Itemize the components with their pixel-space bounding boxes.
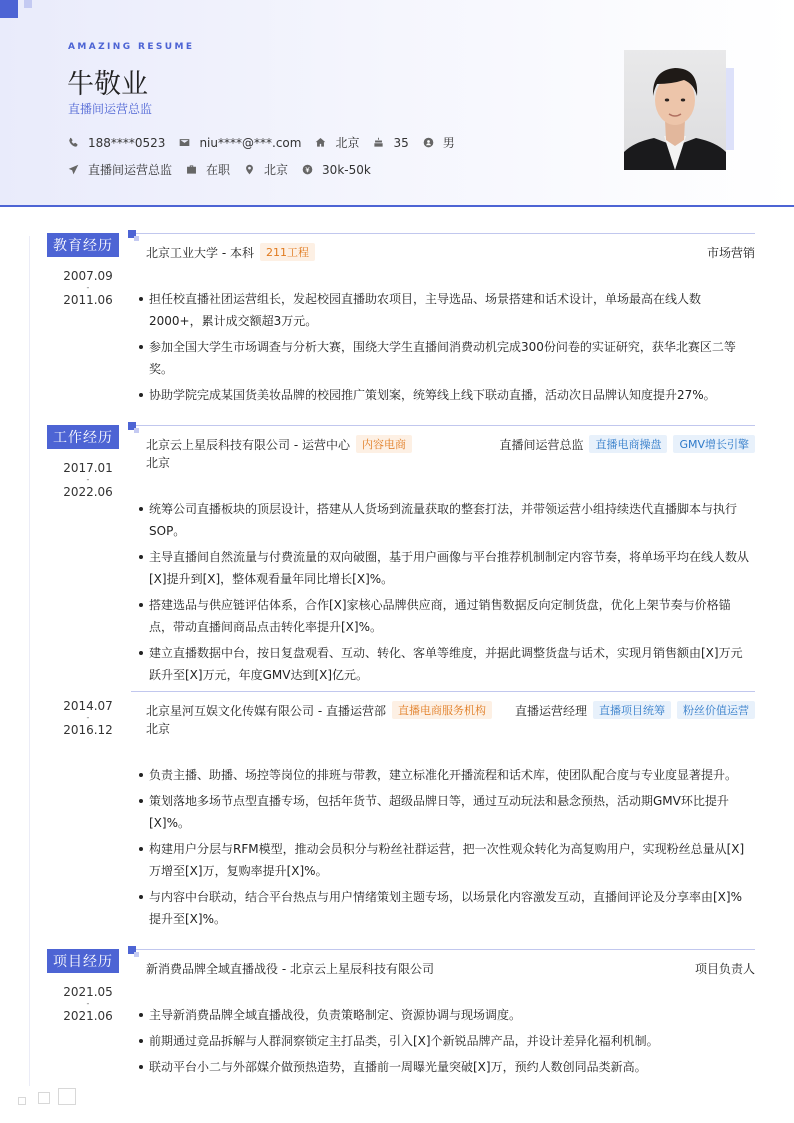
candidate-title: 直播间运营总监: [68, 102, 153, 116]
education-date-sep: -: [86, 283, 90, 292]
header-divider: [0, 205, 794, 207]
job2-title: [146, 701, 492, 719]
education-bullets: [139, 288, 753, 410]
brand-label: AMAZING RESUME: [68, 42, 195, 52]
avatar: [624, 50, 726, 170]
job2-dates: [47, 700, 129, 736]
target-role-item: [68, 161, 172, 178]
city-item: [315, 134, 359, 151]
major-text: 市场营销: [706, 246, 755, 260]
email-item: [179, 136, 301, 150]
job2-city: 北京: [146, 722, 171, 736]
send-icon: [68, 164, 79, 175]
job2-tag: 直播电商服务机构: [392, 701, 492, 719]
job-divider: [131, 691, 755, 692]
corner-decoration: [0, 0, 18, 18]
job2-bullets: [139, 764, 753, 934]
education-section-line: [133, 233, 755, 234]
age-text: 35: [393, 135, 409, 150]
job1-dates: [47, 462, 129, 498]
project-name: 新消费品牌全域直播战役 - 北京云上星辰科技有限公司: [146, 962, 434, 976]
target-city-item: [244, 161, 288, 178]
project-date-start: 2021.05: [63, 985, 113, 999]
job1-company: 北京云上星辰科技有限公司 - 运营中心: [146, 437, 350, 452]
home-icon: [315, 137, 326, 148]
contact-row: [68, 134, 469, 151]
job1-role-text: 直播间运营总监: [499, 437, 584, 452]
status-item: [186, 161, 230, 178]
gender-icon: [423, 137, 434, 148]
job1-bullets: [139, 498, 753, 690]
target-city-text: 北京: [264, 163, 289, 177]
list-item: 协助学院完成某国货美妆品牌的校园推广策划案，统筹线上线下联动直播，活动次日品牌认知度提升27%。: [139, 384, 753, 406]
education-date-start: 2007.09: [63, 269, 113, 283]
money-icon: [302, 164, 313, 175]
job1-date-end: 2022.06: [63, 485, 113, 499]
job2-role: [515, 701, 755, 719]
profile-photo: [624, 50, 726, 170]
project-date-end: 2021.06: [63, 1009, 113, 1023]
candidate-name: 牛敬业: [67, 69, 148, 100]
status-text: 在职: [206, 163, 231, 177]
project-date-sep: -: [86, 999, 90, 1008]
school-tag: 211工程: [260, 243, 315, 261]
intent-row: [68, 161, 385, 178]
work-section-label: 工作经历: [47, 425, 119, 449]
education-title: [146, 243, 315, 261]
project-role: [695, 960, 755, 977]
job2-date-start: 2014.07: [63, 699, 113, 713]
list-item: 策划落地多场节点型直播专场，包括年货节、超级品牌日等，通过互动玩法和悬念预热，活动期GMV环比提升[X]%。: [139, 790, 753, 834]
list-item: 前期通过竞品拆解与人群洞察锁定主打品类，引入[X]个新锐品牌产品，并设计差异化福利机制。: [139, 1030, 753, 1052]
list-item: 建立直播数据中台，按日复盘观看、互动、转化、客单等维度，并据此调整货盘与话术，实现月销售额由[X]万元跃升至[X]万元，年度GMV达到[X]亿元。: [139, 642, 753, 686]
job2-role-text: 直播运营经理: [514, 703, 587, 718]
salary-item: [302, 163, 371, 177]
email-text: niu****@***.com: [199, 135, 302, 150]
footer-decoration: [38, 1092, 50, 1104]
city-text: 北京: [335, 136, 360, 150]
footer-decoration: [58, 1088, 76, 1105]
project-bullets: [139, 1004, 753, 1082]
corner-decoration-small: [24, 0, 32, 8]
list-item: 主导新消费品牌全域直播战役，负责策略制定、资源协调与现场调度。: [139, 1004, 753, 1026]
gender-item: [423, 134, 455, 151]
job1-title: [146, 435, 412, 453]
job1-date-start: 2017.01: [63, 461, 113, 475]
education-dates: [47, 270, 129, 306]
project-role-text: 项目负责人: [694, 962, 755, 976]
target-role-text: 直播间运营总监: [88, 163, 173, 177]
education-section-label: 教育经历: [47, 233, 119, 257]
school-name: 北京工业大学 - 本科: [146, 245, 254, 260]
phone-item: [68, 136, 165, 150]
job1-role-tag-2: GMV增长引擎: [673, 435, 755, 453]
list-item: 搭建选品与供应链评估体系，合作[X]家核心品牌供应商，通过销售数据反向定制货盘，优化上架节奏与价格锚点，带动直播间商品点击转化率提升[X]%。: [139, 594, 753, 638]
education-section-marker: [128, 230, 136, 238]
project-section-line: [133, 949, 755, 950]
job2-date-sep: -: [86, 713, 90, 722]
project-section-marker: [128, 946, 136, 954]
list-item: 构建用户分层与RFM模型，推动会员积分与粉丝社群运营，把一次性观众转化为高复购用户，实现粉丝总量从[X]万增至[X]万，复购率提升[X]%。: [139, 838, 753, 882]
list-item: 担任校直播社团运营组长，发起校园直播助农项目，主导选品、场景搭建和话术设计，单场最高在线人数2000+，累计成交额超3万元。: [139, 288, 753, 332]
job1-city: 北京: [146, 456, 171, 470]
job1-tag: 内容电商: [356, 435, 412, 453]
project-title: [146, 960, 434, 977]
work-section-marker: [128, 422, 136, 430]
age-item: [373, 136, 408, 150]
location-icon: [244, 164, 255, 175]
job1-role-tag-1: 直播电商操盘: [589, 435, 667, 453]
footer-decoration: [18, 1097, 26, 1105]
list-item: 主导直播间自然流量与付费流量的双向破圈，基于用户画像与平台推荐机制制定内容节奏，将单场平均在线人数从[X]提升到[X]，整体观看量年同比增长[X]%。: [139, 546, 753, 590]
timeline-rail: [29, 236, 30, 1086]
cake-icon: [373, 137, 384, 148]
job2-date-end: 2016.12: [63, 723, 113, 737]
job2-company: 北京星河互娱文化传媒有限公司 - 直播运营部: [146, 703, 386, 718]
gender-text: 男: [442, 136, 455, 150]
job1-date-sep: -: [86, 475, 90, 484]
education-date-end: 2011.06: [63, 293, 113, 307]
list-item: 参加全国大学生市场调查与分析大赛，围绕大学生直播间消费动机完成300份问卷的实证研究，获华北赛区二等奖。: [139, 336, 753, 380]
briefcase-icon: [186, 164, 197, 175]
project-dates: [47, 986, 129, 1022]
job2-role-tag-1: 直播项目统筹: [593, 701, 671, 719]
education-major: [707, 244, 755, 261]
work-section-line: [133, 425, 755, 426]
job2-role-tag-2: 粉丝价值运营: [677, 701, 755, 719]
salary-text: 30k-50k: [322, 162, 371, 177]
list-item: 与内容中台联动，结合平台热点与用户情绪策划主题专场，以场景化内容激发互动，直播间评论及分享率由[X]%提升至[X]%。: [139, 886, 753, 930]
list-item: 负责主播、助播、场控等岗位的排班与带教，建立标准化开播流程和话术库，使团队配合度与专业度显著提升。: [139, 764, 753, 786]
project-section-label: 项目经历: [47, 949, 119, 973]
list-item: 统筹公司直播板块的顶层设计，搭建从人货场到流量获取的整套打法，并带领运营小组持续迭代直播脚本与执行SOP。: [139, 498, 753, 542]
phone-text: 188****0523: [88, 135, 166, 150]
phone-icon: [68, 137, 79, 148]
job1-role: [499, 435, 755, 453]
mail-icon: [179, 137, 190, 148]
list-item: 联动平台小二与外部媒介做预热造势，直播前一周曝光量突破[X]万，预约人数创同品类新高。: [139, 1056, 753, 1078]
